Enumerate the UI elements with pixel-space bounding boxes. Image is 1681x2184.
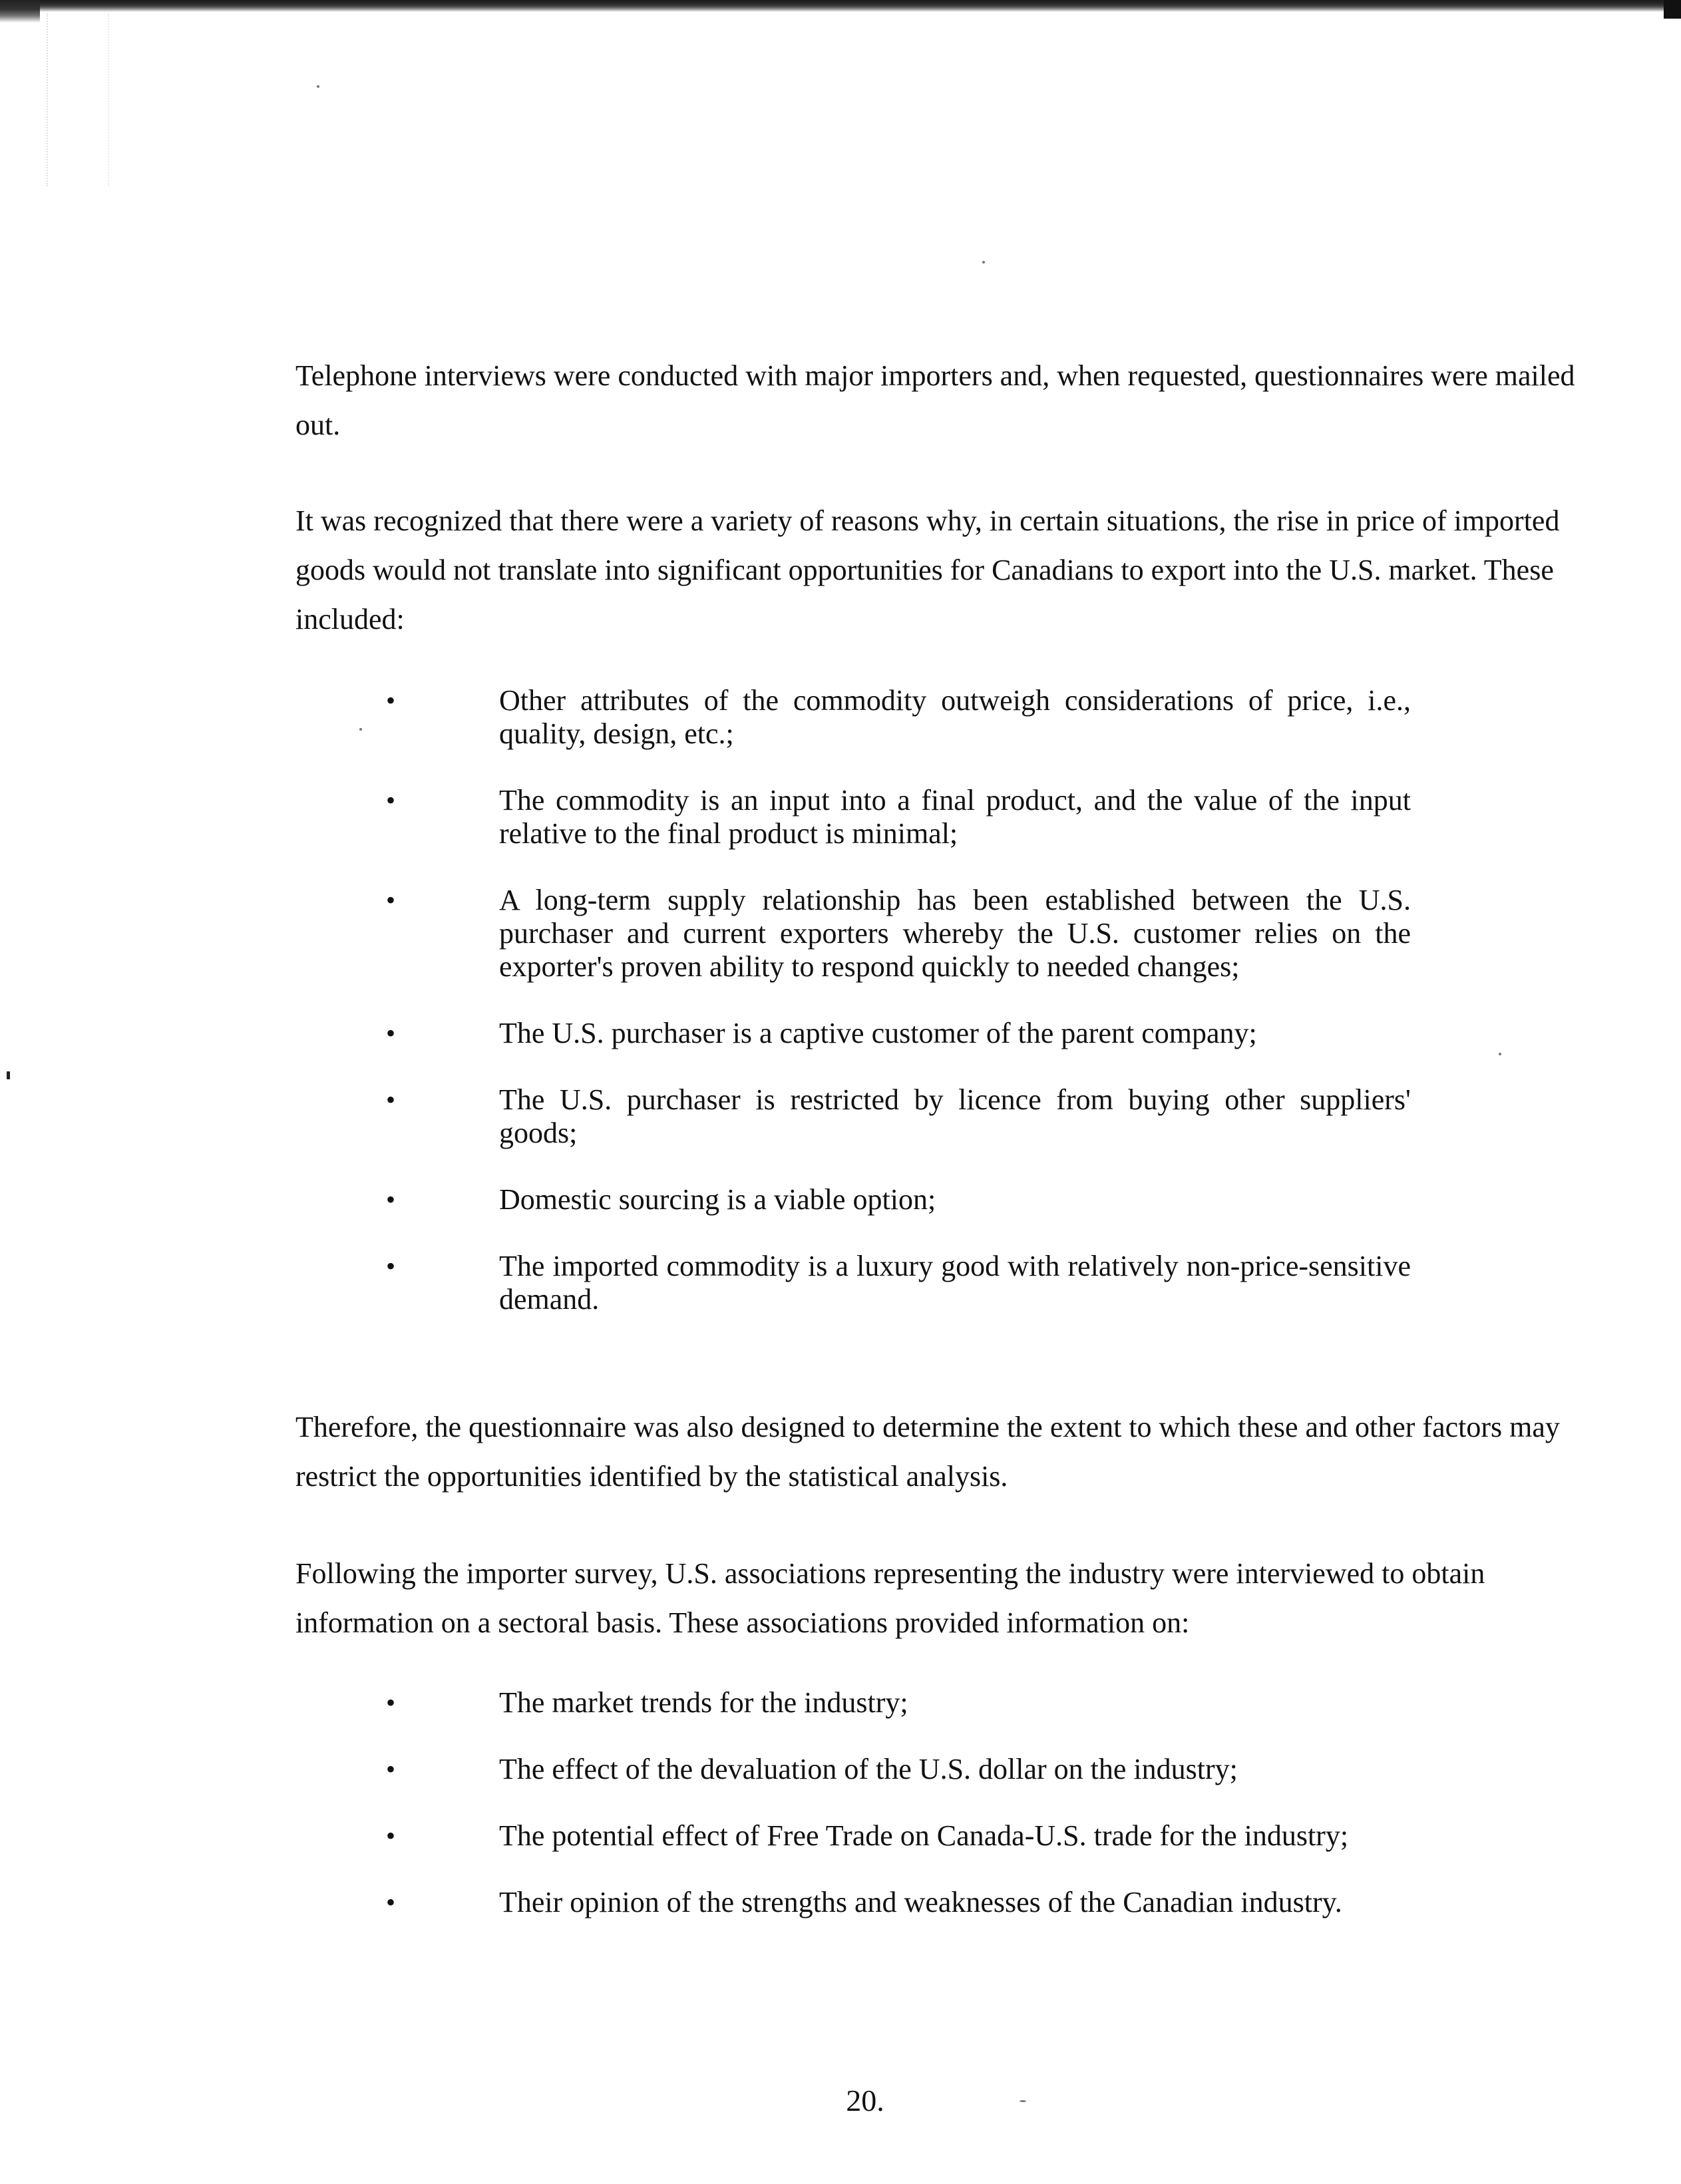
list-item — [386, 884, 1411, 984]
paragraph-intro: Telephone interviews were conducted with major importers and, when requested, questionnaires were mailed out. — [295, 359, 1575, 441]
bullet-icon: • — [386, 1085, 396, 1115]
scan-edge-top — [0, 0, 1681, 12]
bullet-icon: • — [386, 1251, 396, 1281]
list-item-text: A long-term supply relationship has been established between the U.S. purchaser and current exporters whereby the U.S. customer relies on the exporter's proven ability to respond quickly to needed changes; — [499, 884, 1411, 983]
bullet-icon: • — [386, 1688, 396, 1718]
paragraph-associations: Following the importer survey, U.S. associations representing the industry were interviewed to obtain information on a sectoral basis. These associations provided information on: — [295, 1557, 1485, 1639]
list-item — [386, 1250, 1411, 1316]
list-item-text: The U.S. purchaser is restricted by licence from buying other suppliers' goods; — [499, 1083, 1411, 1149]
paragraph-therefore: Therefore, the questionnaire was also designed to determine the extent to which these and other factors may restrict the opportunities identified by the statistical analysis. — [295, 1411, 1560, 1493]
list-item — [386, 1819, 1411, 1853]
bullet-icon: • — [386, 885, 396, 915]
bullet-icon: • — [386, 1184, 396, 1214]
bullet-icon: • — [386, 685, 396, 715]
scan-gutter-marks — [47, 13, 109, 186]
bullet-icon: • — [386, 1887, 396, 1917]
list-item — [386, 1753, 1411, 1786]
scan-speck — [359, 728, 362, 731]
scan-speck — [1499, 1053, 1501, 1055]
list-item-text: The commodity is an input into a final product, and the value of the input relative to the final product is minimal; — [499, 784, 1411, 850]
scan-speck — [982, 261, 985, 264]
reasons-list — [386, 684, 1411, 1316]
list-item-text: The imported commodity is a luxury good with relatively non-price-sensitive demand. — [499, 1250, 1411, 1316]
associations-list — [386, 1686, 1411, 1919]
list-item-text: The U.S. purchaser is a captive customer of the parent company; — [499, 1017, 1257, 1049]
list-item-text: The market trends for the industry; — [499, 1686, 908, 1719]
scan-edge-corner-left — [0, 0, 40, 23]
bullet-icon: • — [386, 1018, 396, 1048]
list-item-text: Other attributes of the commodity outweigh considerations of price, i.e., quality, design, etc.; — [499, 684, 1411, 750]
list-item — [386, 684, 1411, 751]
scan-speck — [317, 85, 319, 88]
paragraph-reasons: It was recognized that there were a variety of reasons why, in certain situations, the rise in price of imported goods would not translate into significant opportunities for Canadians to export into the U.S. market. These included: — [295, 504, 1560, 636]
page-number: 20. — [846, 2084, 884, 2117]
list-item-text: Their opinion of the strengths and weaknesses of the Canadian industry. — [499, 1886, 1342, 1918]
list-item — [386, 1017, 1411, 1050]
scan-edge-corner-right — [1664, 0, 1681, 19]
list-item — [386, 784, 1411, 850]
list-item-text: The potential effect of Free Trade on Canada-U.S. trade for the industry; — [499, 1819, 1349, 1852]
list-item — [386, 1183, 1411, 1216]
scan-speck — [1020, 2100, 1026, 2102]
list-item — [386, 1686, 1411, 1720]
list-item — [386, 1083, 1411, 1150]
bullet-icon: • — [386, 785, 396, 815]
scan-speck — [7, 1071, 10, 1079]
list-item — [386, 1886, 1411, 1919]
bullet-icon: • — [386, 1754, 396, 1784]
list-item-text: Domestic sourcing is a viable option; — [499, 1183, 936, 1216]
list-item-text: The effect of the devaluation of the U.S. dollar on the industry; — [499, 1753, 1238, 1785]
bullet-icon: • — [386, 1821, 396, 1851]
